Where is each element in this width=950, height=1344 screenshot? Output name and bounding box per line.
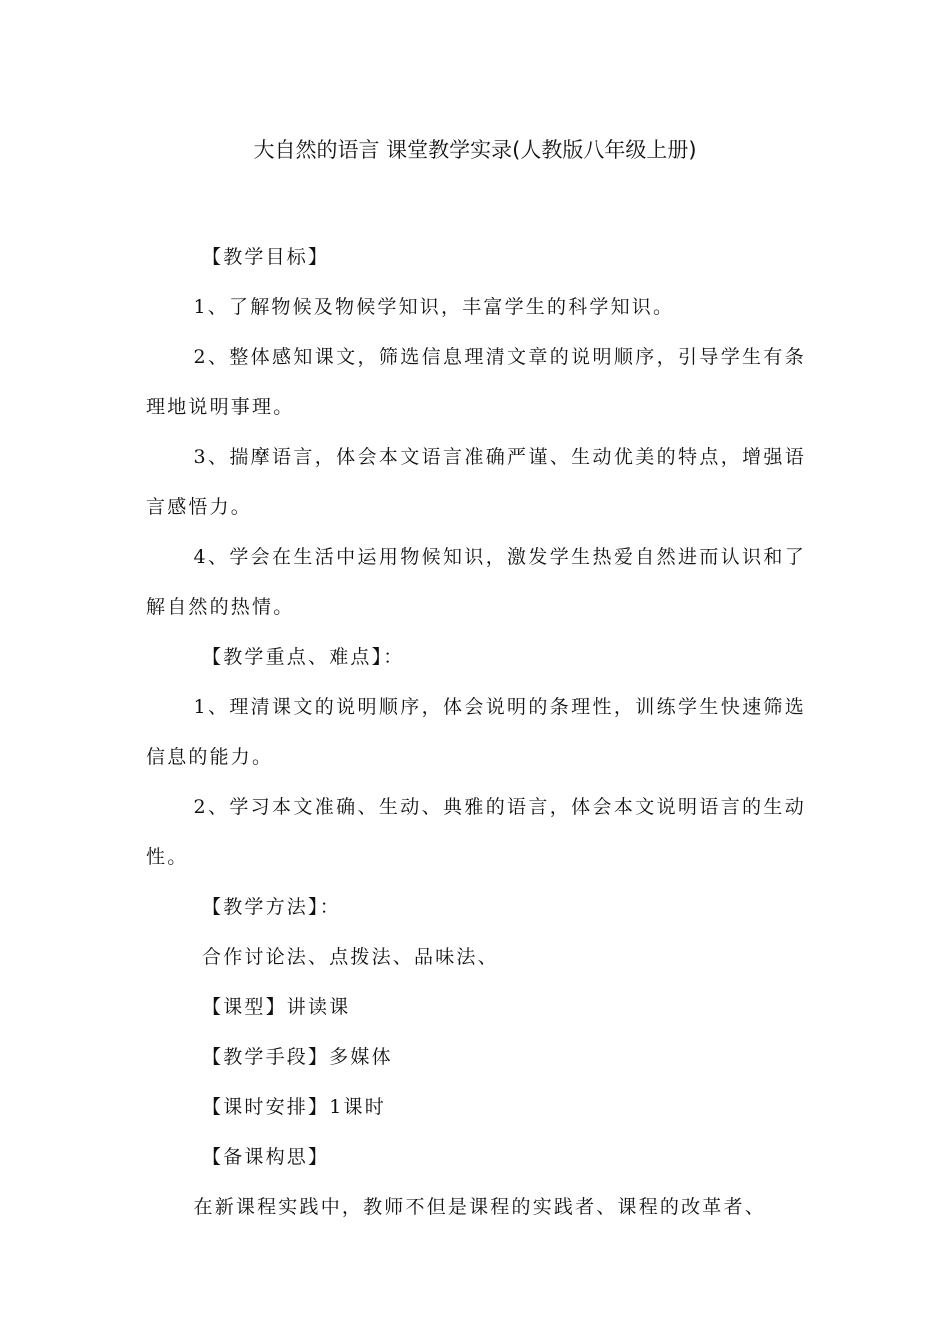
document-title: 大自然的语言 课堂教学实录(人教版八年级上册) [253, 138, 697, 162]
goal-item-4: 4、学会在生活中运用物候知识，激发学生热爱自然进而认识和了解自然的热情。 [146, 546, 806, 618]
key-point-item-1: 1、理清课文的说明顺序，体会说明的条理性，训练学生快速筛选信息的能力。 [146, 696, 806, 768]
methods-text: 合作讨论法、点拨法、品味法、 [202, 946, 499, 968]
goals-heading: 【教学目标】 [202, 246, 330, 268]
key-points-heading: 【教学重点、难点】： [202, 646, 405, 668]
key-point-item-2: 2、学习本文准确、生动、典雅的语言，体会本文说明语言的生动性。 [146, 796, 806, 868]
document-body [146, 232, 806, 1232]
goal-item-1: 1、了解物候及物候学知识，丰富学生的科学知识。 [193, 296, 675, 318]
design-text: 在新课程实践中，教师不但是课程的实践者、课程的改革者、 [193, 1196, 766, 1218]
methods-heading: 【教学方法】： [202, 896, 341, 918]
lesson-type: 【课型】讲读课 [202, 996, 351, 1018]
goal-item-3: 3、揣摩语言，体会本文语言准确严谨、生动优美的特点，增强语言感悟力。 [146, 446, 806, 518]
goal-item-2: 2、整体感知课文，筛选信息理清文章的说明顺序，引导学生有条理地说明事理。 [146, 346, 806, 418]
design-heading: 【备课构思】 [202, 1146, 330, 1168]
teaching-media: 【教学手段】多媒体 [202, 1046, 393, 1068]
lesson-schedule: 【课时安排】1课时 [202, 1096, 386, 1118]
